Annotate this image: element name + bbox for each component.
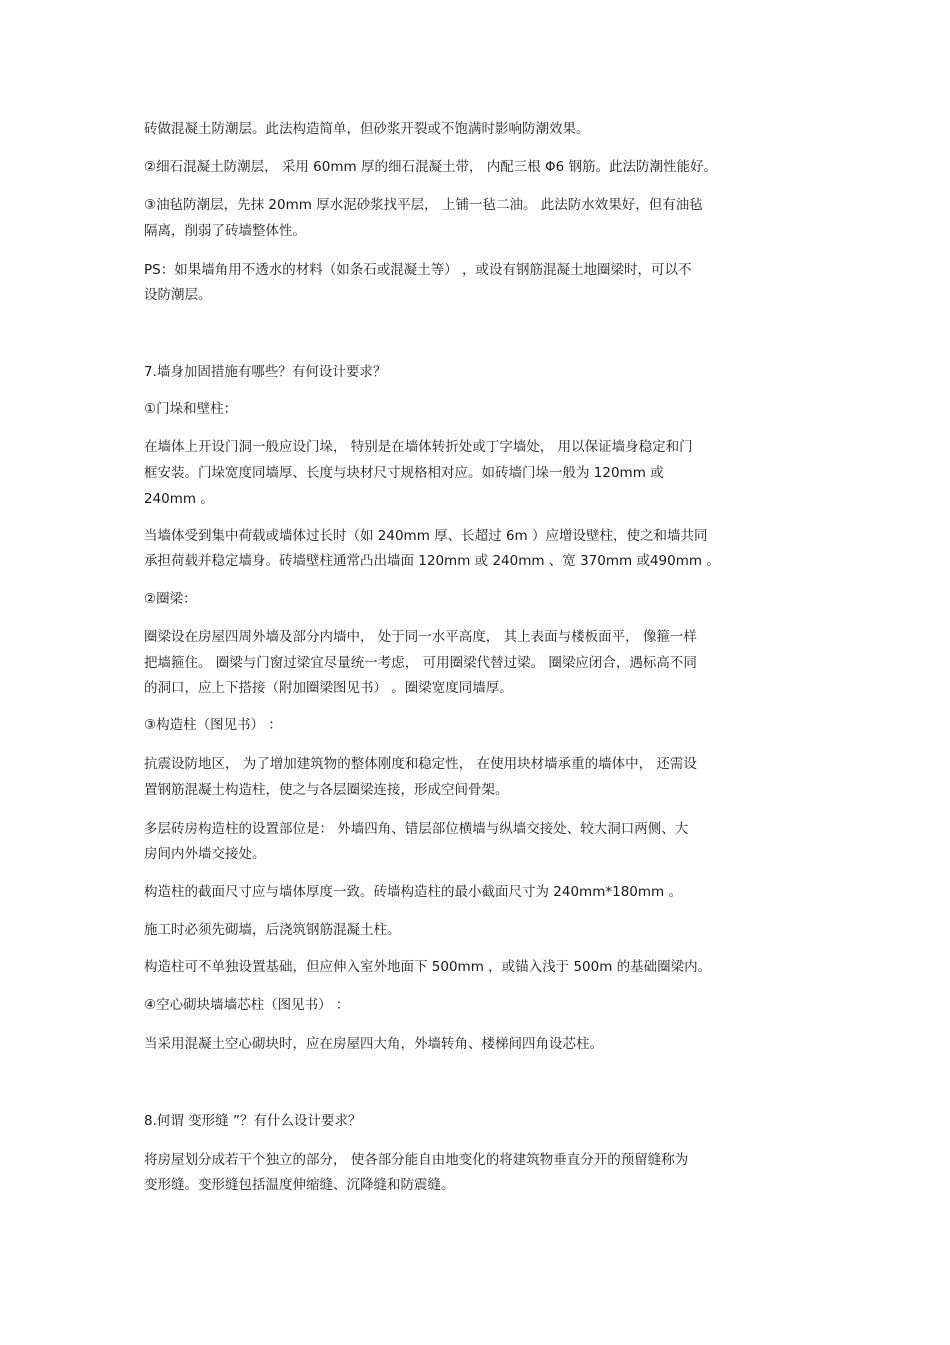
section-heading: 7.墙身加固措施有哪些？有何设计要求？ <box>144 364 387 380</box>
text-line: 把墙箍住。 圈梁与门窗过梁宜尽量统一考虑， 可用圈梁代替过梁。 圈梁应闭合，遇标高不同 <box>144 655 697 671</box>
text-line: 构造柱可不单独设置基础，但应伸入室外地面下 500mm ，或锚入浅于 500m 的基础圈梁内。 <box>144 959 712 975</box>
text-line: 当墙体受到集中荷载或墙体过长时（如 240mm 厚、长超过 6m ）应增设壁柱，使之和墙共同 <box>144 528 708 544</box>
text-line: 多层砖房构造柱的设置部位是： 外墙四角、错层部位横墙与纵墙交接处、较大洞口两侧、大 <box>144 821 689 837</box>
text-line: 砖做混凝土防潮层。此法构造简单，但砂浆开裂或不饱满时影响防潮效果。 <box>144 121 590 137</box>
text-line: 置钢筋混凝土构造柱，使之与各层圈梁连接，形成空间骨架。 <box>144 782 509 798</box>
text-line: 当采用混凝土空心砌块时，应在房屋四大角，外墙转角、楼梯间四角设芯柱。 <box>144 1036 603 1052</box>
text-line: 施工时必须先砌墙，后浇筑钢筋混凝土柱。 <box>144 922 401 938</box>
text-line: 构造柱的截面尺寸应与墙体厚度一致。砖墙构造柱的最小截面尺寸为 240mm*180mm 。 <box>144 884 682 900</box>
text-line: 房间内外墙交接处。 <box>144 846 266 862</box>
text-line: 承担荷载并稳定墙身。砖墙壁柱通常凸出墙面 120mm 或 240mm 、宽 370mm 或490mm 。 <box>144 553 720 569</box>
text-line: 的洞口，应上下搭接（附加圈梁图见书） 。圈梁宽度同墙厚。 <box>144 680 513 696</box>
text-line: PS：如果墙角用不透水的材料（如条石或混凝土等） ，或设有钢筋混凝土地圈梁时，可以不 <box>144 262 692 278</box>
section-heading: 8.何谓 变形缝 ”？有什么设计要求？ <box>144 1113 362 1129</box>
subsection-heading: ④空心砌块墙墙芯柱（图见书） ： <box>144 997 350 1013</box>
text-line: 框安装。门垛宽度同墙厚、长度与块材尺寸规格相对应。如砖墙门垛一般为 120mm 或 <box>144 465 664 481</box>
text-line: ②细石混凝土防潮层， 采用 60mm 厚的细石混凝土带， 内配三根 Φ6 钢筋。此法防潮性能好。 <box>144 159 718 175</box>
text-line: 抗震设防地区， 为了增加建筑物的整体刚度和稳定性， 在使用块材墙承重的墙体中， 还需设 <box>144 756 697 772</box>
text-line: 将房屋划分成若干个独立的部分， 使各部分能自由地变化的将建筑物垂直分开的预留缝称为 <box>144 1152 689 1168</box>
subsection-heading: ③构造柱（图见书） ： <box>144 717 282 733</box>
text-line: 圈梁设在房屋四周外墙及部分内墙中， 处于同一水平高度， 其上表面与楼板面平， 像箍一样 <box>144 629 697 645</box>
text-line: ③油毡防潮层，先抹 20mm 厚水泥砂浆找平层， 上铺一毡二油。 此法防水效果好，但有油毡 <box>144 197 703 213</box>
text-line: 在墙体上开设门洞一般应设门垛， 特别是在墙体转折处或丁字墙处， 用以保证墙身稳定和门 <box>144 439 693 455</box>
text-line: 隔离，削弱了砖墙整体性。 <box>144 223 306 239</box>
text-line: 变形缝。变形缝包括温度伸缩缝、沉降缝和防震缝。 <box>144 1177 455 1193</box>
text-line: 设防潮层。 <box>144 287 212 303</box>
subsection-heading: ②圈梁： <box>144 591 197 607</box>
text-line: 240mm 。 <box>144 491 214 507</box>
subsection-heading: ①门垛和壁柱： <box>144 401 238 417</box>
